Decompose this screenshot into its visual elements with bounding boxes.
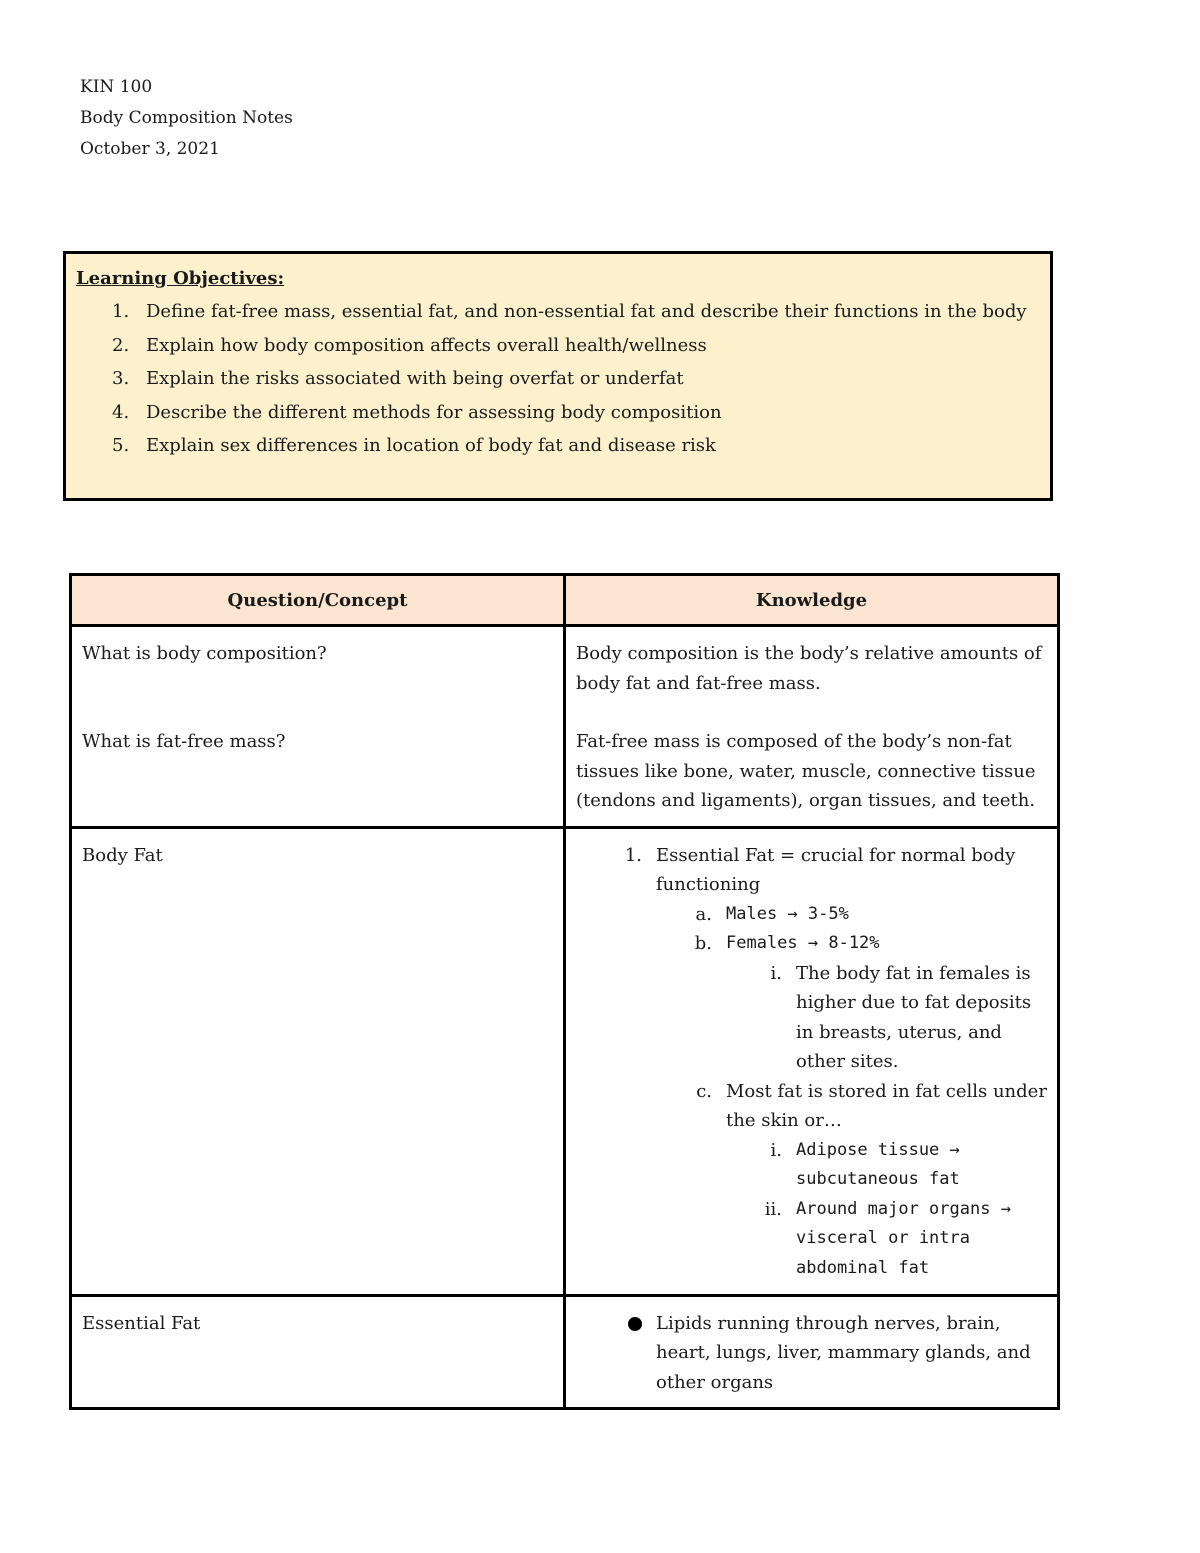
list-item: i. Adipose tissue → subcutaneous fat bbox=[770, 1139, 960, 1189]
knowledge-cell bbox=[565, 626, 1059, 828]
table-row bbox=[71, 827, 1059, 1295]
column-header-question: Question/Concept bbox=[71, 575, 565, 626]
document-title: Body Composition Notes bbox=[80, 108, 293, 128]
list-item: 1. Define fat-free mass, essential fat, and non-essential fat and describe their functions in the body bbox=[112, 301, 1027, 322]
document-header bbox=[80, 72, 293, 165]
bullet-icon bbox=[628, 1317, 642, 1331]
list-item: 4. Describe the different methods for assessing body composition bbox=[112, 401, 722, 423]
question-cell bbox=[71, 626, 565, 828]
list-item: i. The body fat in females is higher due to fat deposits in breasts, uterus, and other sites. bbox=[770, 962, 1032, 1072]
objectives-title: Learning Objectives: bbox=[76, 268, 285, 289]
list-item: ii. Around major organs → visceral or intra abdominal fat bbox=[764, 1198, 1011, 1278]
list-item: 5. Explain sex differences in location of body fat and disease risk bbox=[112, 435, 716, 456]
column-header-knowledge: Knowledge bbox=[565, 575, 1059, 626]
table-row bbox=[71, 1295, 1059, 1409]
list-item: a. Males → 3-5% bbox=[695, 903, 849, 925]
objectives-list bbox=[76, 295, 1040, 463]
list-item: 3. Explain the risks associated with being overfat or underfat bbox=[112, 368, 684, 389]
document-date: October 3, 2021 bbox=[80, 139, 220, 159]
list-item: 1. Essential Fat = crucial for normal body functioning bbox=[624, 844, 1016, 895]
question-body-composition: What is body composition? bbox=[82, 643, 327, 664]
list-item: c. Most fat is stored in fat cells under the skin or… bbox=[696, 1080, 1047, 1131]
knowledge-cell bbox=[565, 827, 1059, 1295]
answer-fat-free-mass: Fat-free mass is composed of the body’s non-fat tissues like bone, water, muscle, connective tissue (tendons and ligaments), organ tissues, and teeth. bbox=[576, 731, 1036, 811]
concept-cell: Essential Fat bbox=[71, 1295, 565, 1409]
table-row bbox=[71, 626, 1059, 828]
table-header-row bbox=[71, 575, 1059, 626]
list-item: b. Females → 8-12% bbox=[694, 933, 880, 954]
course-code: KIN 100 bbox=[80, 77, 153, 97]
concept-cell: Body Fat bbox=[71, 827, 565, 1295]
list-item: 2. Explain how body composition affects overall health/wellness bbox=[112, 334, 707, 356]
knowledge-cell bbox=[565, 1295, 1059, 1409]
learning-objectives-box bbox=[63, 251, 1053, 501]
notes-table bbox=[69, 573, 1060, 1410]
answer-body-composition: Body composition is the body’s relative amounts of body fat and fat-free mass. bbox=[576, 643, 1042, 694]
list-item: Lipids running through nerves, brain, heart, lungs, liver, mammary glands, and other organs bbox=[576, 1309, 1047, 1398]
question-fat-free-mass: What is fat-free mass? bbox=[82, 730, 286, 752]
